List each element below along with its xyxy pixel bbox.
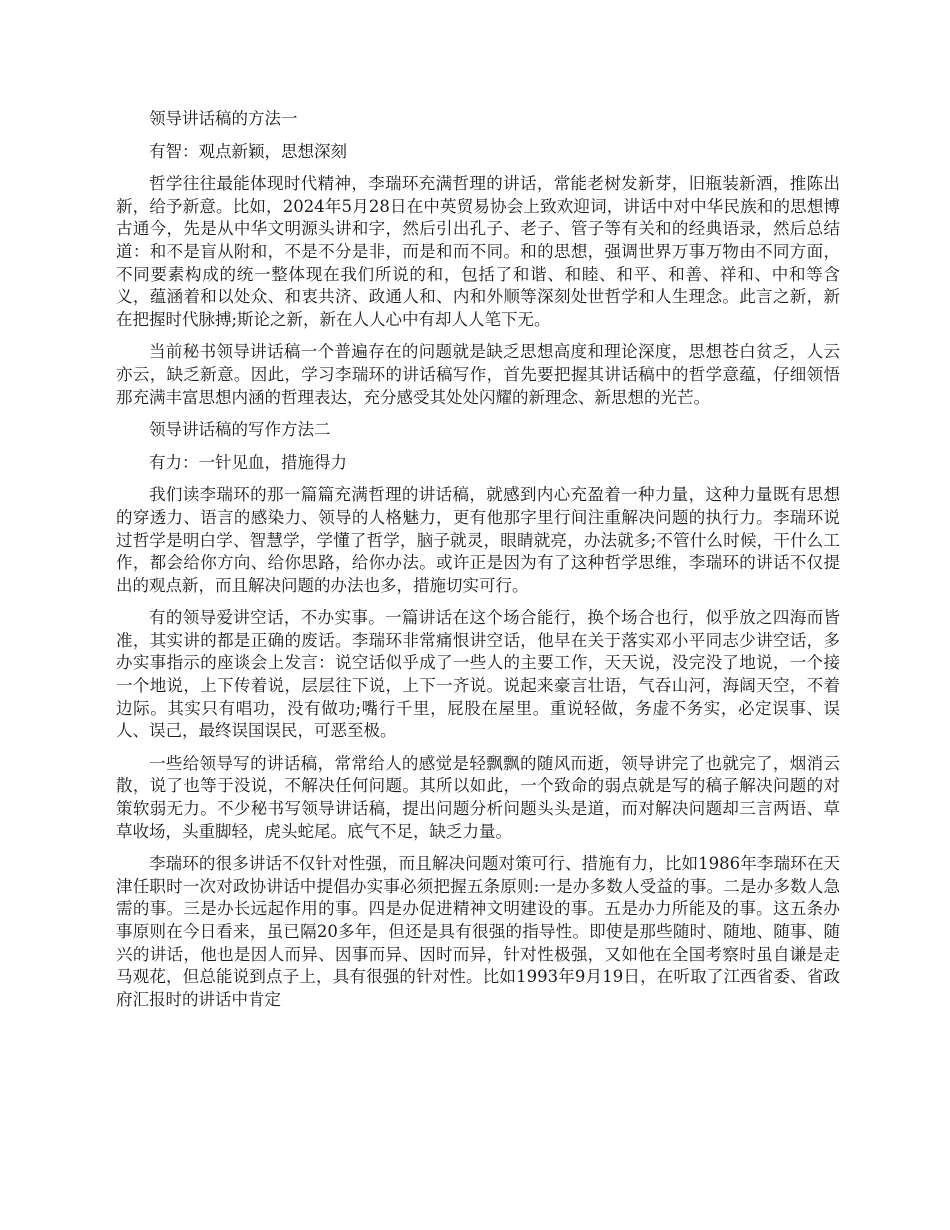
body-paragraph: 当前秘书领导讲话稿一个普遍存在的问题就是缺乏思想高度和理论深度，思想苍白贫乏，人云亦云，缺乏新意。因此，学习李瑞环的讲话稿写作，首先要把握其讲话稿中的哲学意蕴，仔细领悟那充满丰富思想内涵的哲理表达，充分感受其处处闪耀的新理念、新思想的光芒。 bbox=[116, 342, 840, 407]
body-paragraph: 李瑞环的很多讲话不仅针对性强，而且解决问题对策可行、措施有力，比如1986年李瑞环在天津任职时一次对政协讲话中提倡办实事必须把握五条原则:一是办多数人受益的事。二是办多数人急需的事。三是办长远起作用的事。四是办促进精神文明建设的事。五是办力所能及的事。这五条办事原则在今日看来，虽已隔20多年，但还是具有很强的指导性。即使是那些随时、随地、随事、随兴的讲话，他也是因人而异、因事而异、因时而异，针对性极强，又如他在全国考察时虽自谦是走马观花，但总能说到点子上，具有很强的针对性。比如1993年9月19日，在听取了江西省委、省政府汇报时的讲话中肯定 bbox=[116, 854, 840, 1009]
section-title: 领导讲话稿的方法一 bbox=[149, 109, 298, 128]
section-subtitle: 有力：一针见血，措施得力 bbox=[149, 452, 347, 472]
body-paragraph: 一些给领导写的讲话稿，常常给人的感觉是轻飘飘的随风而逝，领导讲完了也就完了，烟消云散，说了也等于没说，不解决任何问题。其所以如此，一个致命的弱点就是写的稿子解决问题的对策软弱无力。不少秘书写领导讲话稿，提出问题分析问题头头是道，而对解决问题却三言两语、草草收场，头重脚轻，虎头蛇尾。底气不足，缺乏力量。 bbox=[116, 753, 840, 841]
body-paragraph: 我们读李瑞环的那一篇篇充满哲理的讲话稿，就感到内心充盈着一种力量，这种力量既有思想的穿透力、语言的感染力、领导的人格魅力，更有他那字里行间注重解决问题的执行力。李瑞环说过哲学是明白学、智慧学，学懂了哲学，脑子就灵，眼睛就亮，办法就多;不管什么时候，干什么工作，都会给你方向、给你思路，给你办法。或许正是因为有了这种哲学思维，李瑞环的讲话不仅提出的观点新，而且解决问题的办法也多，措施切实可行。 bbox=[116, 485, 840, 595]
section-title: 领导讲话稿的写作方法二 bbox=[149, 420, 331, 440]
section-subtitle: 有智：观点新颖，思想深刻 bbox=[149, 141, 347, 161]
body-paragraph: 有的领导爱讲空话，不办实事。一篇讲话在这个场合能行，换个场合也行，似乎放之四海而皆准，其实讲的都是正确的废话。李瑞环非常痛恨讲空话，他早在关于落实邓小平同志少讲空话，多办实事指示的座谈会上发言：说空话似乎成了一些人的主要工作，天天说，没完没了地说，一个接一个地说，上下传着说，层层往下说，上下一齐说。说起来豪言壮语，气吞山河，海阔天空，不着边际。其实只有唱功，没有做功;嘴行千里，屁股在屋里。重说轻做，务虚不务实，必定误事、误人、误己，最终误国误民，可恶至极。 bbox=[116, 608, 840, 741]
body-paragraph: 哲学往往最能体现时代精神，李瑞环充满哲理的讲话，常能老树发新芽，旧瓶装新酒，推陈出新，给予新意。比如，2024年5月28日在中英贸易协会上致欢迎词，讲话中对中华民族和的思想博古通今，先是从中华文明源头讲和字，然后引出孔子、老子、管子等有关和的经典语录，然后总结道：和不是盲从附和，不是不分是非，而是和而不同。和的思想，强调世界万事万物由不同方面，不同要素构成的统一整体现在我们所说的和，包括了和谐、和睦、和平、和善、祥和、中和等含义，蕴涵着和以处众、和衷共济、政通人和、内和外顺等深刻处世哲学和人生理念。此言之新，新在把握时代脉搏;斯论之新，新在人人心中有却人人笔下无。 bbox=[116, 174, 840, 329]
document-page bbox=[116, 108, 840, 1021]
